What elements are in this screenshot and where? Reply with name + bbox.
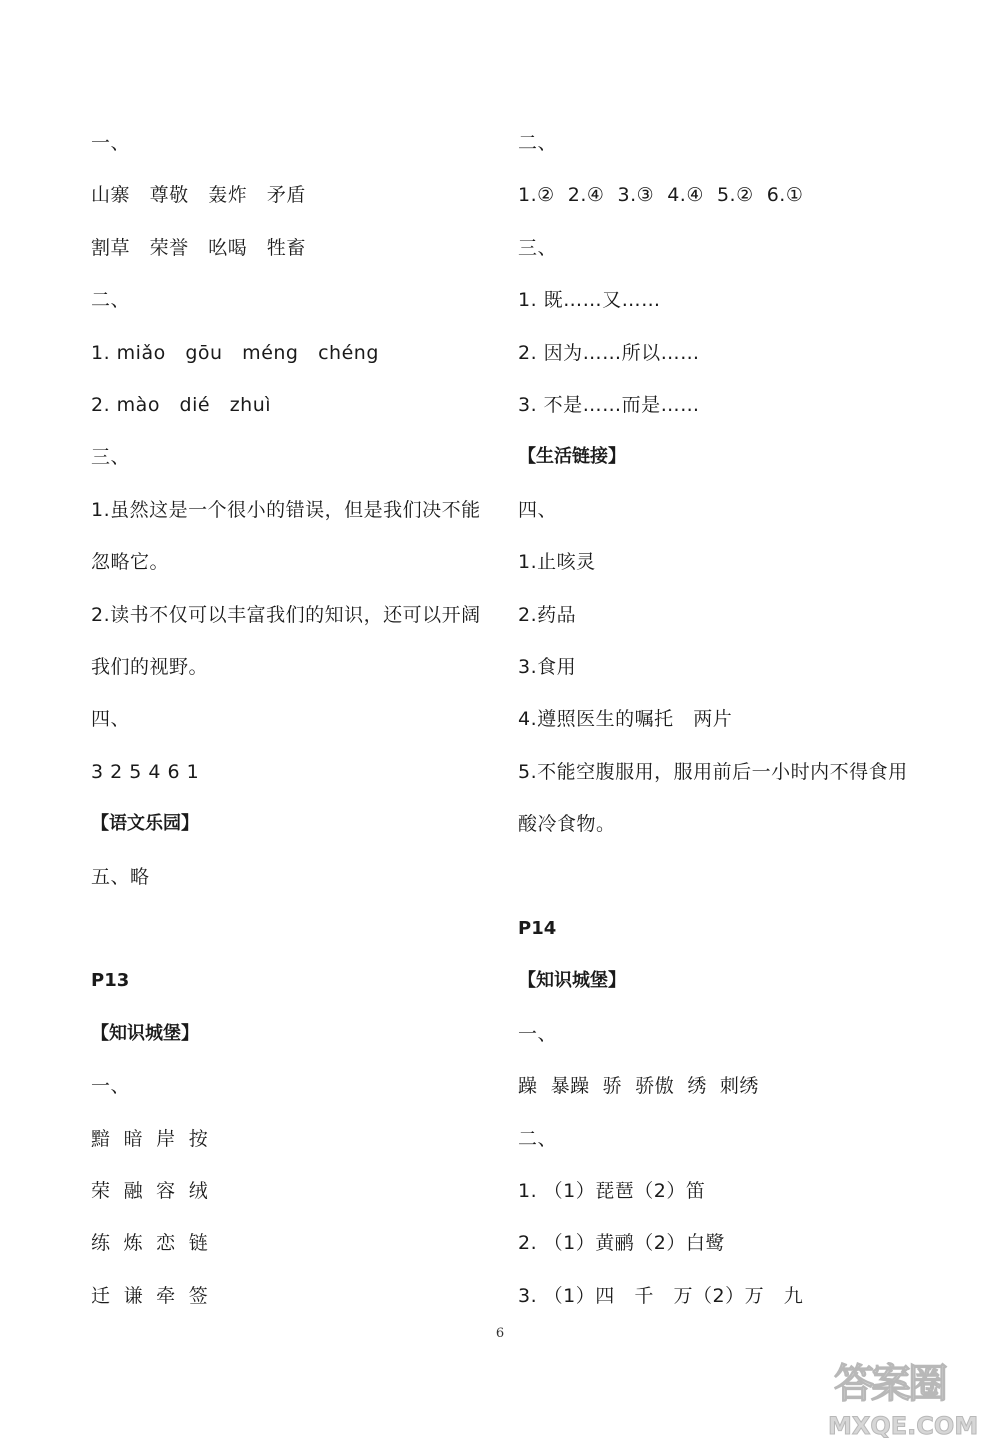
watermark-logo [828, 1356, 994, 1452]
right-column-line: 【生活链接】 [518, 446, 626, 468]
right-column-line: 四、 [518, 498, 558, 521]
watermark-bottom-text: MXQE.COM [828, 1412, 979, 1440]
right-column-line: 1.② 2.④ 3.③ 4.④ 5.② 6.① [518, 184, 804, 207]
left-column-line: 荣 融 容 绒 [91, 1180, 209, 1202]
right-column-line: 1.止咳灵 [518, 551, 596, 574]
left-column-line: 【语文乐园】 [91, 813, 199, 835]
right-column-line: 1. （1）琵琶（2）笛 [518, 1180, 706, 1202]
left-column-line: 2. mào dié zhuì [91, 394, 272, 416]
right-column-line: 躁 暴躁 骄 骄傲 绣 刺绣 [518, 1075, 759, 1098]
right-column-line: 2.药品 [518, 603, 577, 626]
right-column-line: 2. 因为……所以…… [518, 341, 700, 364]
right-column-line: P14 [518, 918, 557, 939]
right-column-line: 二、 [518, 1127, 558, 1150]
left-column-line: 忽略它。 [91, 551, 170, 574]
right-column-line: 2. （1）黄鹂（2）白鹭 [518, 1232, 725, 1255]
right-column-line: 3. （1）四 千 万（2）万 九 [518, 1284, 804, 1307]
right-column-line: 1. 既……又…… [518, 289, 661, 312]
left-column-line: P13 [91, 970, 130, 992]
left-column-line: 3 2 5 4 6 1 [91, 760, 200, 783]
left-column-line: 四、 [91, 708, 131, 731]
right-column-line: 3. 不是……而是…… [518, 394, 700, 416]
left-column-line: 割草 荣誉 吆喝 牲畜 [91, 236, 306, 259]
left-column-line: 迁 谦 牵 签 [91, 1284, 209, 1307]
right-column-line: 【知识城堡】 [518, 970, 626, 992]
left-column-line: 黯 暗 岸 按 [91, 1127, 209, 1150]
left-column-line: 【知识城堡】 [91, 1022, 199, 1044]
left-column-line: 我们的视野。 [91, 656, 209, 678]
right-column-line: 三、 [518, 236, 558, 259]
left-column-line: 二、 [91, 289, 131, 312]
left-column-line: 三、 [91, 446, 131, 469]
watermark-top-text: 答案圈 [834, 1361, 945, 1407]
left-column-line: 练 炼 恋 链 [91, 1232, 209, 1255]
left-column-line: 一、 [91, 132, 131, 154]
left-column-line: 1.虽然这是一个很小的错误，但是我们决不能 [91, 498, 481, 521]
left-column-line: 五、略 [91, 865, 150, 888]
right-column-line: 5.不能空腹服用，服用前后一小时内不得食用 [518, 760, 908, 783]
right-column-line: 一、 [518, 1022, 558, 1045]
right-column-line: 酸冷食物。 [518, 813, 616, 836]
right-column-line: 二、 [518, 132, 558, 154]
left-column-line: 山寨 尊敬 轰炸 矛盾 [91, 184, 306, 207]
page-number: 6 [495, 1326, 505, 1341]
left-column-line: 2.读书不仅可以丰富我们的知识，还可以开阔 [91, 603, 481, 626]
left-column-line: 一、 [91, 1075, 131, 1098]
right-column-line: 3.食用 [518, 656, 577, 678]
right-column-line: 4.遵照医生的嘱托 两片 [518, 708, 733, 731]
left-column-line: 1. miǎo gōu méng chéng [91, 341, 379, 364]
